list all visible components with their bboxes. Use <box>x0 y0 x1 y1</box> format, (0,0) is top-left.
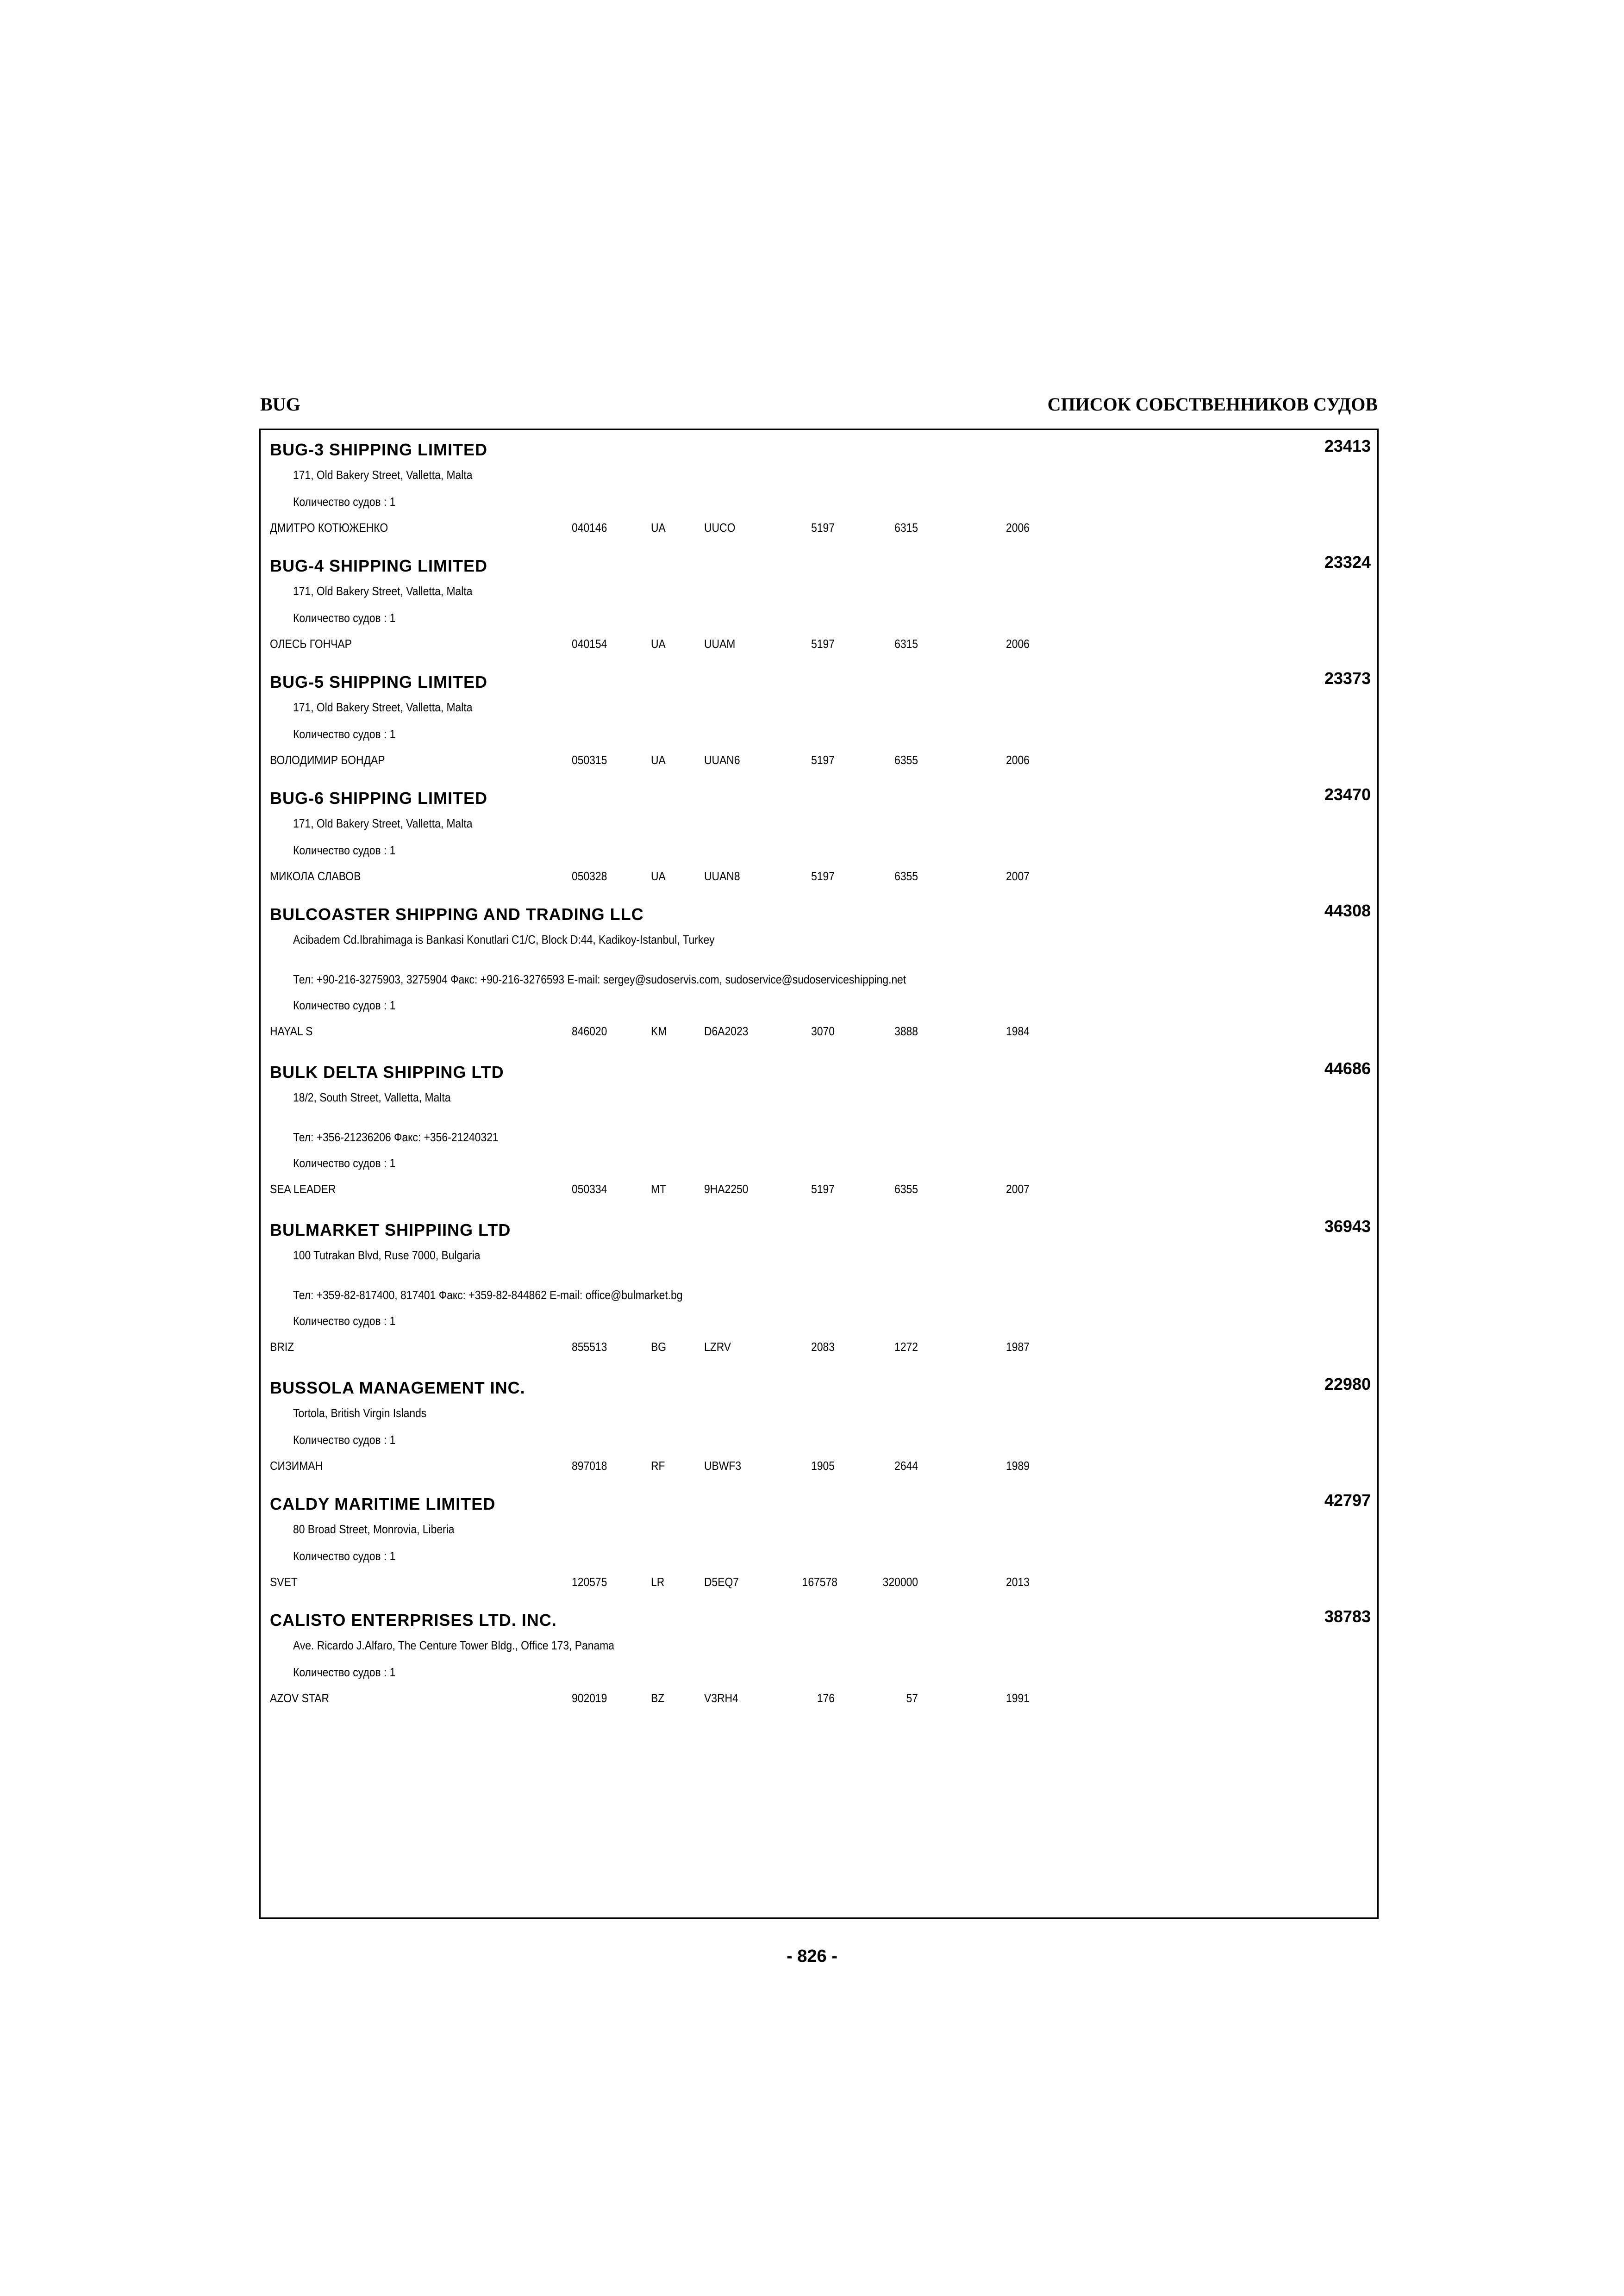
vessel-value-a: 3070 <box>811 1024 835 1038</box>
vessel-year: 2006 <box>1006 637 1030 651</box>
vessel-number: 902019 <box>572 1691 607 1705</box>
owner-address: 171, Old Bakery Street, Valletta, Malta <box>293 816 473 830</box>
vessel-value-b: 320000 <box>882 1575 918 1589</box>
vessel-name: СИЗИМАН <box>270 1459 323 1473</box>
owner-address: 100 Tutrakan Blvd, Ruse 7000, Bulgaria <box>293 1248 481 1262</box>
vessel-callsign: UUCO <box>704 521 736 535</box>
vessel-name: HAYAL S <box>270 1024 313 1038</box>
owner-name: CALISTO ENTERPRISES LTD. INC. <box>270 1611 557 1630</box>
owner-address: Ave. Ricardo J.Alfaro, The Centure Tower Bldg., Office 173, Panama <box>293 1638 614 1652</box>
vessel-name: ОЛЕСЬ ГОНЧАР <box>270 637 352 651</box>
owner-address: 18/2, South Street, Valletta, Malta <box>293 1090 451 1104</box>
owner-code: 38783 <box>1324 1607 1371 1626</box>
vessel-number: 855513 <box>572 1340 607 1354</box>
owner-code: 44308 <box>1324 901 1371 920</box>
vessel-value-b: 1272 <box>894 1340 918 1354</box>
vessel-flag: RF <box>651 1459 665 1473</box>
vessel-count: Количество судов : 1 <box>293 1314 396 1328</box>
owner-code: 23373 <box>1324 669 1371 688</box>
vessel-flag: BZ <box>651 1691 665 1705</box>
vessel-count: Количество судов : 1 <box>293 1156 396 1170</box>
vessel-name: МИКОЛА СЛАВОВ <box>270 869 361 883</box>
vessel-callsign: V3RH4 <box>704 1691 738 1705</box>
vessel-value-a: 5197 <box>811 521 835 535</box>
owner-name: BUG-5 SHIPPING LIMITED <box>270 672 488 691</box>
vessel-flag: UA <box>651 869 666 883</box>
vessel-value-b: 6355 <box>894 869 918 883</box>
vessel-callsign: UUAN6 <box>704 753 740 767</box>
owner-address: 171, Old Bakery Street, Valletta, Malta <box>293 700 473 714</box>
vessel-count: Количество судов : 1 <box>293 1549 396 1563</box>
vessel-value-b: 6355 <box>894 753 918 767</box>
vessel-year: 1989 <box>1006 1459 1030 1473</box>
vessel-count: Количество судов : 1 <box>293 495 396 509</box>
owner-contact: Тел: +90-216-3275903, 3275904 Факс: +90-216-3276593 E-mail: sergey@sudoservis.com, sudoservice@sudoserviceshipping.net <box>293 972 906 986</box>
owner-code: 44686 <box>1324 1059 1371 1078</box>
owner-code: 22980 <box>1324 1375 1371 1394</box>
vessel-value-b: 6315 <box>894 521 918 535</box>
vessel-value-a: 5197 <box>811 869 835 883</box>
vessel-year: 1987 <box>1006 1340 1030 1354</box>
vessel-count: Количество судов : 1 <box>293 1433 396 1447</box>
owner-name: CALDY MARITIME LIMITED <box>270 1494 496 1513</box>
vessel-year: 1984 <box>1006 1024 1030 1038</box>
vessel-name: SVET <box>270 1575 298 1589</box>
vessel-name: SEA LEADER <box>270 1182 336 1196</box>
vessel-number: 120575 <box>572 1575 607 1589</box>
vessel-number: 050334 <box>572 1182 607 1196</box>
owner-name: BULCOASTER SHIPPING AND TRADING LLC <box>270 905 644 924</box>
owner-name: BUG-3 SHIPPING LIMITED <box>270 440 488 459</box>
owner-name: BUG-6 SHIPPING LIMITED <box>270 789 488 808</box>
owner-contact: Тел: +359-82-817400, 817401 Факс: +359-82-844862 E-mail: office@bulmarket.bg <box>293 1288 683 1302</box>
vessel-number: 040154 <box>572 637 607 651</box>
vessel-number: 050328 <box>572 869 607 883</box>
vessel-name: ВОЛОДИМИР БОНДАР <box>270 753 385 767</box>
owner-code: 23470 <box>1324 785 1371 804</box>
vessel-year: 1991 <box>1006 1691 1030 1705</box>
owner-name: BULMARKET SHIPPIING LTD <box>270 1220 511 1239</box>
vessel-flag: MT <box>651 1182 667 1196</box>
vessel-number: 040146 <box>572 521 607 535</box>
vessel-year: 2007 <box>1006 869 1030 883</box>
vessel-value-a: 1905 <box>811 1459 835 1473</box>
vessel-callsign: UUAM <box>704 637 736 651</box>
vessel-name: ДМИТРО КОТЮЖЕНКО <box>270 521 388 535</box>
vessel-value-b: 57 <box>906 1691 918 1705</box>
owner-code: 36943 <box>1324 1217 1371 1236</box>
vessel-value-b: 6355 <box>894 1182 918 1196</box>
vessel-count: Количество судов : 1 <box>293 727 396 741</box>
vessel-value-a: 2083 <box>811 1340 835 1354</box>
vessel-value-a: 5197 <box>811 753 835 767</box>
vessel-number: 050315 <box>572 753 607 767</box>
vessel-year: 2007 <box>1006 1182 1030 1196</box>
owner-name: BUSSOLA MANAGEMENT INC. <box>270 1378 525 1397</box>
owner-code: 42797 <box>1324 1491 1371 1510</box>
vessel-year: 2006 <box>1006 753 1030 767</box>
owner-name: BULK DELTA SHIPPING LTD <box>270 1063 504 1082</box>
vessel-flag: BG <box>651 1340 667 1354</box>
owner-address: 171, Old Bakery Street, Valletta, Malta <box>293 468 473 482</box>
owner-code: 23413 <box>1324 436 1371 455</box>
running-header-left: BUG <box>260 394 300 415</box>
vessel-flag: UA <box>651 637 666 651</box>
owner-address: Acibadem Cd.Ibrahimaga is Bankasi Konutlari C1/C, Block D:44, Kadikoy-Istanbul, Turkey <box>293 933 715 946</box>
vessel-year: 2013 <box>1006 1575 1030 1589</box>
vessel-callsign: UBWF3 <box>704 1459 742 1473</box>
vessel-count: Количество судов : 1 <box>293 998 396 1012</box>
vessel-count: Количество судов : 1 <box>293 611 396 625</box>
vessel-number: 897018 <box>572 1459 607 1473</box>
owner-address: 171, Old Bakery Street, Valletta, Malta <box>293 584 473 598</box>
vessel-value-b: 2644 <box>894 1459 918 1473</box>
vessel-callsign: 9HA2250 <box>704 1182 749 1196</box>
vessel-flag: LR <box>651 1575 665 1589</box>
owner-address: Tortola, British Virgin Islands <box>293 1406 427 1420</box>
vessel-flag: UA <box>651 521 666 535</box>
vessel-value-a: 5197 <box>811 1182 835 1196</box>
vessel-callsign: D5EQ7 <box>704 1575 739 1589</box>
registry-frame <box>259 429 1379 1919</box>
owner-contact: Тел: +356-21236206 Факс: +356-21240321 <box>293 1130 499 1144</box>
vessel-name: BRIZ <box>270 1340 294 1354</box>
vessel-value-a: 167578 <box>802 1575 837 1589</box>
owner-code: 23324 <box>1324 553 1371 572</box>
vessel-count: Количество судов : 1 <box>293 843 396 857</box>
owner-name: BUG-4 SHIPPING LIMITED <box>270 556 488 575</box>
vessel-callsign: UUAN8 <box>704 869 740 883</box>
vessel-callsign: D6A2023 <box>704 1024 749 1038</box>
vessel-number: 846020 <box>572 1024 607 1038</box>
vessel-value-b: 6315 <box>894 637 918 651</box>
owner-address: 80 Broad Street, Monrovia, Liberia <box>293 1522 455 1536</box>
vessel-count: Количество судов : 1 <box>293 1665 396 1679</box>
vessel-value-a: 5197 <box>811 637 835 651</box>
page-number: - 826 - <box>787 1947 837 1966</box>
vessel-flag: UA <box>651 753 666 767</box>
vessel-name: AZOV STAR <box>270 1691 329 1705</box>
vessel-flag: KM <box>651 1024 667 1038</box>
vessel-value-b: 3888 <box>894 1024 918 1038</box>
vessel-year: 2006 <box>1006 521 1030 535</box>
vessel-value-a: 176 <box>817 1691 835 1705</box>
running-header-title: СПИСОК СОБСТВЕННИКОВ СУДОВ <box>1047 394 1378 415</box>
vessel-callsign: LZRV <box>704 1340 731 1354</box>
